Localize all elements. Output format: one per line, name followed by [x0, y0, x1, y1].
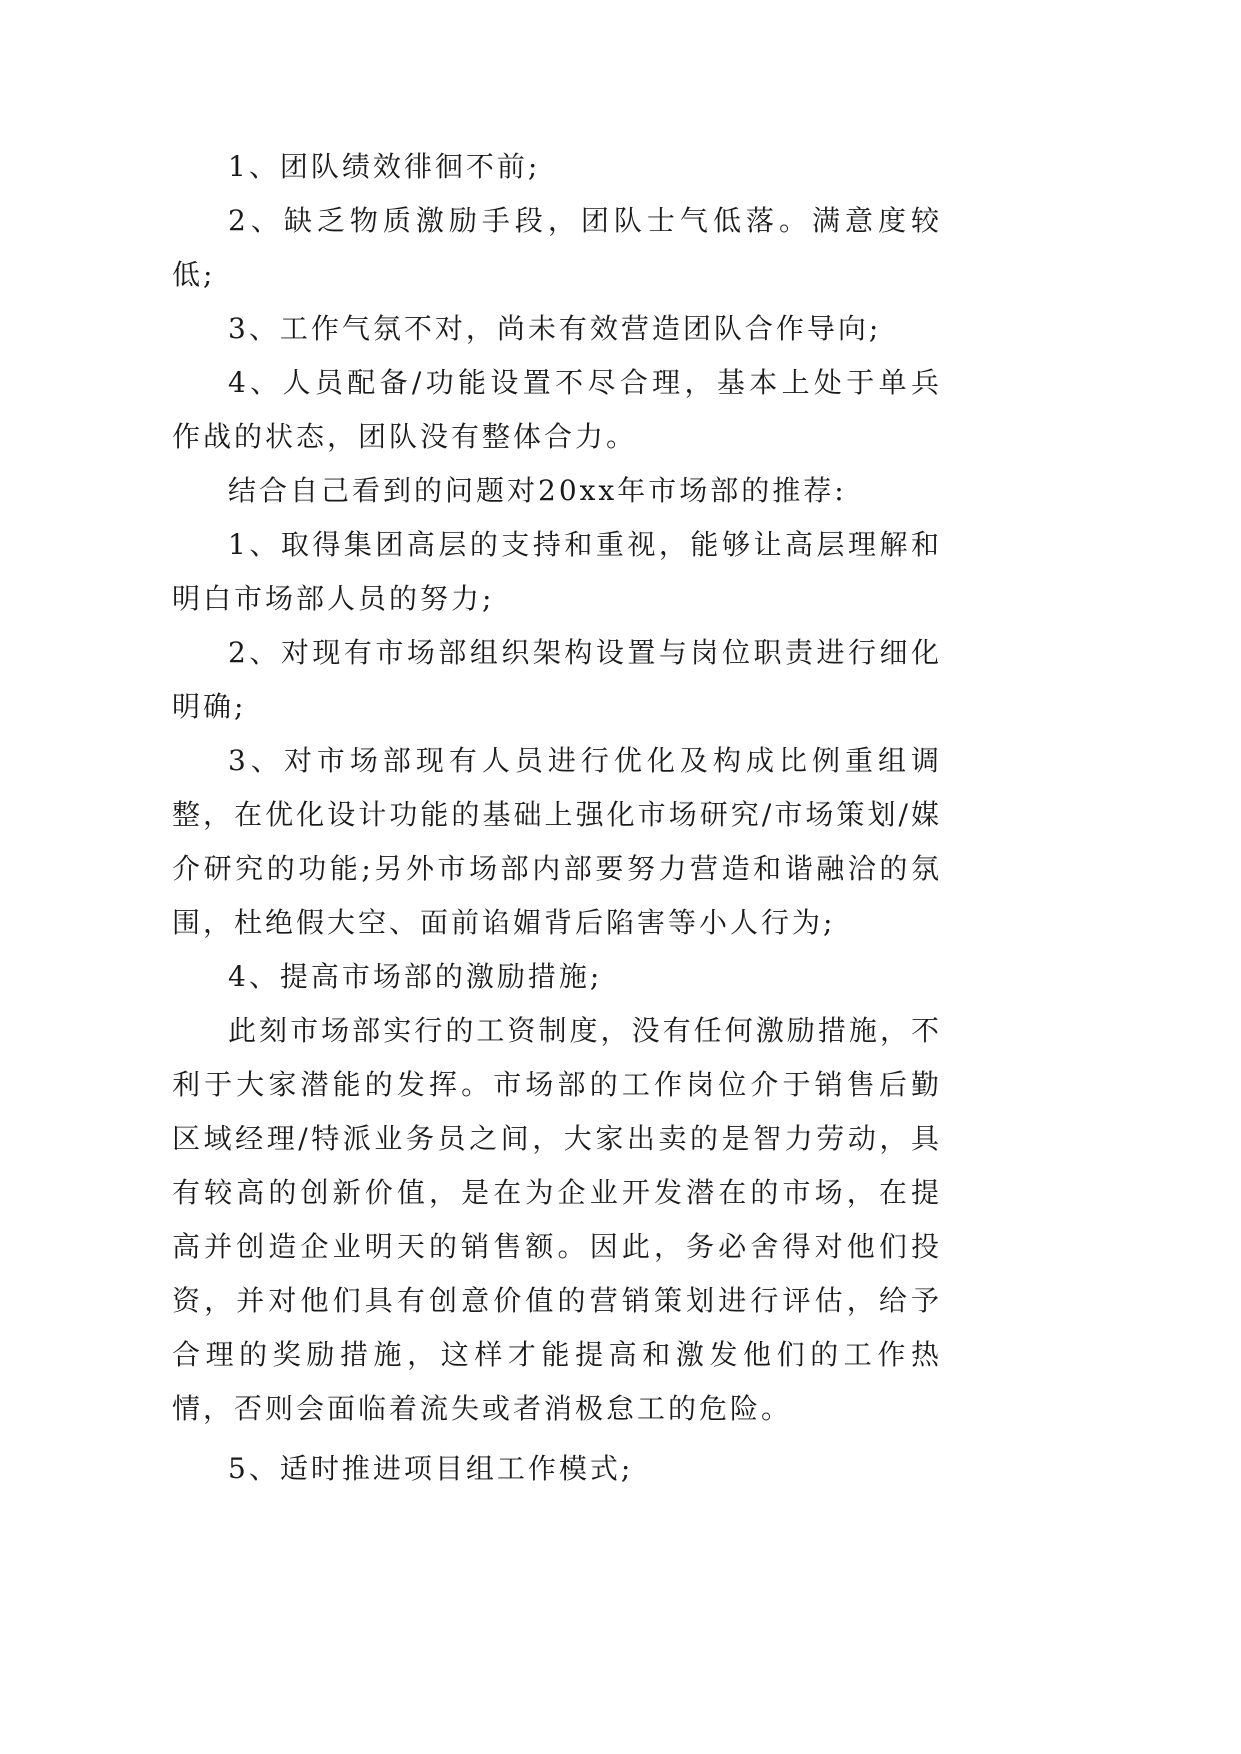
paragraph: 1、团队绩效徘徊不前;: [228, 150, 541, 183]
paragraph: 4、提高市场部的激励措施;: [228, 960, 603, 993]
document-body: [172, 140, 942, 1496]
paragraph: 此刻市场部实行的工资制度，没有任何激励措施，不利于大家潜能的发挥。市场部的工作岗位介于销售后勤区域经理/特派业务员之间，大家出卖的是智力劳动，具有较高的创新价值，是在为企业开发潜在的市场，在提高并创造企业明天的销售额。因此，务必舍得对他们投资，并对他们具有创意价值的营销策划进行评估，给予合理的奖励措施，这样才能提高和激发他们的工作热情，否则会面临着流失或者消极怠工的危险。: [172, 1014, 942, 1425]
paragraph: 4、人员配备/功能设置不尽合理，基本上处于单兵作战的状态，团队没有整体合力。: [172, 366, 942, 453]
paragraph: 3、工作气氛不对，尚未有效营造团队合作导向;: [228, 312, 882, 345]
paragraph: 3、对市场部现有人员进行优化及构成比例重组调整，在优化设计功能的基础上强化市场研究/市场策划/媒介研究的功能;另外市场部内部要努力营造和谐融洽的氛围，杜绝假大空、面前谄媚背后陷害等小人行为;: [172, 744, 942, 939]
paragraph: 1、取得集团高层的支持和重视，能够让高层理解和明白市场部人员的努力;: [172, 528, 942, 615]
paragraph: 5、适时推进项目组工作模式;: [228, 1452, 634, 1485]
paragraph: 结合自己看到的问题对20xx年市场部的推荐:: [228, 474, 847, 507]
paragraph: 2、缺乏物质激励手段，团队士气低落。满意度较低;: [172, 204, 942, 291]
paragraph: 2、对现有市场部组织架构设置与岗位职责进行细化明确;: [172, 636, 942, 723]
